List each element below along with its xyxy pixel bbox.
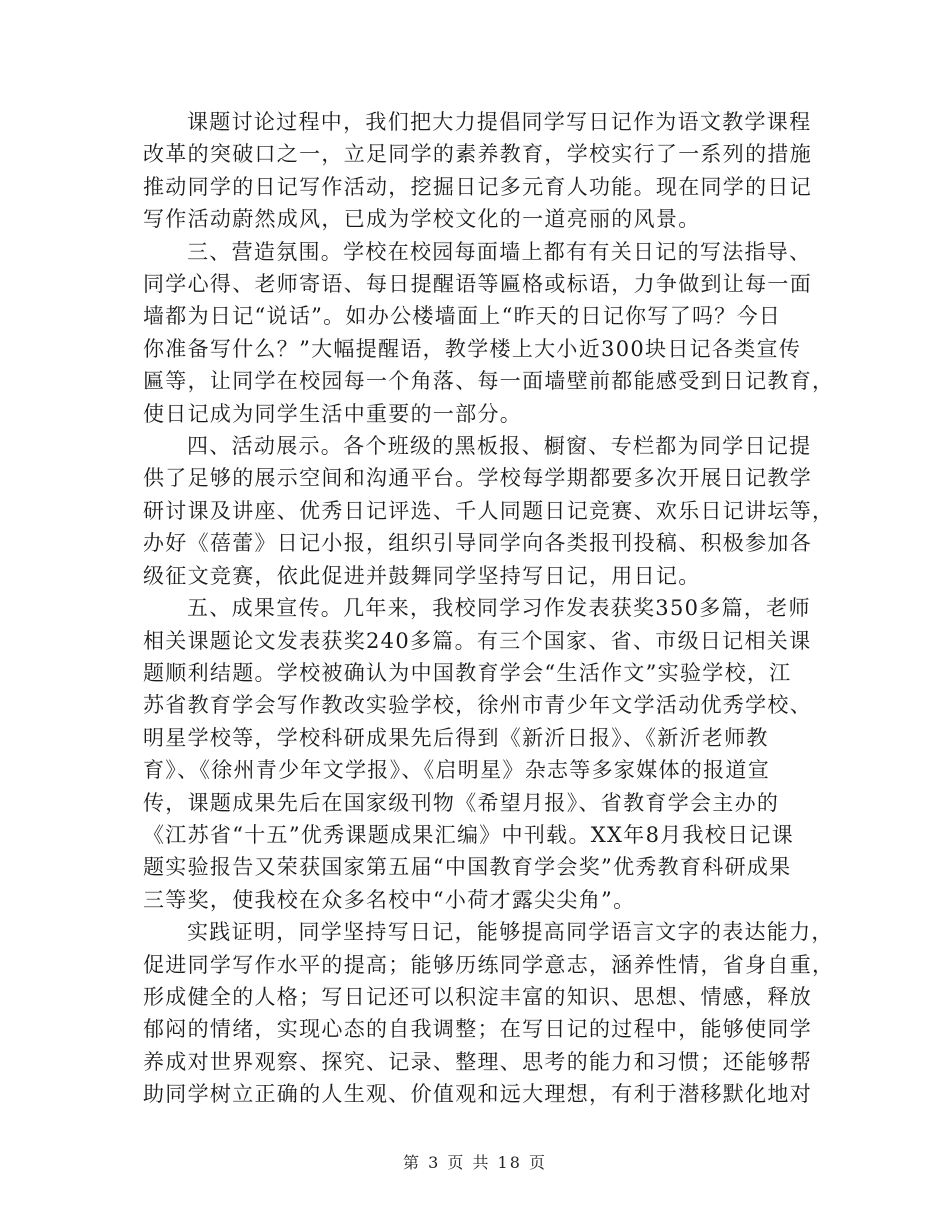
- paragraph: [143, 916, 835, 1110]
- text-line: 实践证明，同学坚持写日记，能够提高同学语言文字的表达能力，: [187, 920, 834, 945]
- paragraph: [143, 106, 812, 236]
- text-line: 题顺利结题。学校被确认为中国教育学会“生活作文”实验学校，江: [143, 660, 792, 685]
- text-line: 五、成果宣传。几年来，我校同学习作发表获奖350多篇，老师: [187, 596, 811, 621]
- paragraph: [143, 236, 835, 430]
- text-line: 研讨课及讲座、优秀日记评选、千人同题日记竞赛、欢乐日记讲坛等，: [143, 498, 835, 523]
- text-line: 改革的突破口之一，立足同学的素养教育，学校实行了一系列的措施: [143, 142, 812, 167]
- page-number-footer: 第 3 页 共 18 页: [403, 1153, 547, 1172]
- text-line: 四、活动展示。各个班级的黑板报、橱窗、专栏都为同学日记提: [187, 434, 812, 459]
- text-line: 《江苏省“十五”优秀课题成果汇编》中刊载。XX年8月我校日记课: [143, 822, 795, 847]
- text-line: 匾等，让同学在校园每一个角落、每一面墙壁前都能感受到日记教育，: [143, 369, 835, 394]
- text-line: 明星学校等，学校科研成果先后得到《新沂日报》、《新沂老师教: [143, 725, 769, 750]
- text-line: 使日记成为同学生活中重要的一部分。: [143, 401, 523, 426]
- text-line: 育》、《徐州青少年文学报》、《启明星》杂志等多家媒体的报道宣: [143, 758, 770, 783]
- text-line: 推动同学的日记写作活动，挖掘日记多元育人功能。现在同学的日记: [143, 174, 812, 199]
- body-text: [143, 106, 835, 1111]
- text-line: 墙都为日记“说话”。如办公楼墙面上“昨天的日记你写了吗？今日: [143, 304, 782, 329]
- paragraph: [143, 592, 812, 916]
- text-line: 课题讨论过程中，我们把大力提倡同学写日记作为语文教学课程: [187, 110, 812, 134]
- text-line: 助同学树立正确的人生观、价值观和远大理想，有利于潜移默化地对: [143, 1082, 812, 1107]
- text-line: 传，课题成果先后在国家级刊物《希望月报》、省教育学会主办的: [143, 790, 780, 815]
- text-line: 郁闷的情绪，实现心态的自我调整；在写日记的过程中，能够使同学: [143, 1017, 812, 1042]
- text-line: 苏省教育学会写作教改实验学校，徐州市青少年文学活动优秀学校、: [143, 693, 812, 718]
- text-line: 相关课题论文发表获奖240多篇。有三个国家、省、市级日记相关课: [143, 628, 812, 653]
- text-line: 供了足够的展示空间和沟通平台。学校每学期都要多次开展日记教学: [143, 466, 812, 491]
- text-line: 办好《蓓蕾》日记小报，组织引导同学向各类报刊投稿、积极参加各: [143, 531, 812, 556]
- text-line: 三等奖，使我校在众多名校中“小荷才露尖尖角”。: [143, 887, 636, 912]
- text-line: 你准备写什么？”大幅提醒语，教学楼上大小近300块日记各类宣传: [143, 336, 802, 361]
- text-line: 题实验报告又荣获国家第五届“中国教育学会奖”优秀教育科研成果: [143, 855, 792, 880]
- text-line: 形成健全的人格；写日记还可以积淀丰富的知识、思想、情感，释放: [143, 984, 812, 1009]
- text-line: 级征文竞赛，依此促进并鼓舞同学坚持写日记，用日记。: [143, 563, 701, 588]
- paragraph: [143, 430, 835, 592]
- text-line: 促进同学写作水平的提高；能够历练同学意志，涵养性情，省身自重，: [143, 952, 835, 977]
- text-line: 同学心得、老师寄语、每日提醒语等匾格或标语，力争做到让每一面: [143, 272, 812, 297]
- text-line: 三、营造氛围。学校在校园每面墙上都有有关日记的写法指导、: [187, 239, 812, 264]
- text-line: 写作活动蔚然成风，已成为学校文化的一道亮丽的风景。: [143, 207, 701, 232]
- text-line: 养成对世界观察、探究、记录、整理、思考的能力和习惯；还能够帮: [143, 1049, 812, 1074]
